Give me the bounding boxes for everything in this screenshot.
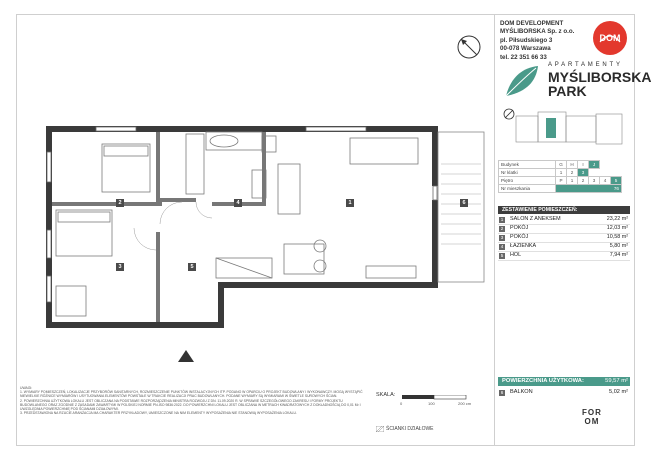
brand-name	[548, 70, 651, 98]
key-plan	[502, 106, 630, 156]
company-name: DOM DEVELOPMENT	[500, 20, 564, 27]
leaf-logo-icon	[502, 62, 542, 98]
balcony-row	[498, 388, 630, 397]
room-area: 7,94 m²	[609, 252, 628, 258]
cell: 2	[578, 177, 589, 185]
balcony-area: 5,02 m²	[609, 389, 628, 395]
cell: 3	[589, 177, 600, 185]
balcony-num: 6	[500, 389, 504, 395]
brand-line1: MYŚLIBORSKA	[548, 69, 651, 85]
windows	[47, 127, 437, 302]
scale-tick: 100	[428, 401, 435, 406]
room-name: ŁAZIENKA	[510, 243, 537, 249]
cell: 2	[567, 169, 578, 177]
rooms-title: ZESTAWIENIE POMIESZCZEŃ:	[498, 206, 630, 214]
notes	[20, 386, 370, 415]
plan-label-4: 4	[234, 199, 242, 207]
walls-hatch-icon	[376, 426, 384, 432]
room-name: POKÓJ	[510, 234, 529, 240]
cell: I	[578, 161, 589, 169]
location-table	[498, 160, 622, 193]
forom-line2: OM	[584, 417, 600, 426]
furniture	[56, 132, 418, 316]
total-value: 59,57 m²	[605, 378, 628, 384]
cell-selected: 3	[578, 169, 589, 177]
company-info	[500, 20, 574, 62]
svg-text:DOM: DOM	[599, 33, 621, 43]
room-area: 10,58 m²	[606, 234, 628, 240]
balcony-name: BALKON	[510, 389, 533, 395]
floor-plan	[16, 14, 494, 386]
scale-tick: 200 cm	[458, 401, 472, 406]
door-swings	[134, 202, 212, 250]
cell-selected: 76	[556, 185, 622, 193]
row-stairwell	[499, 169, 622, 177]
room-name: HOL	[510, 252, 522, 258]
note-item: 2. POWIERZCHNIA UŻYTKOWA LOKALU JEST OBLICZANA NA PODSTAWIE ROZPORZĄDZENIA MINISTRA ROZWOJU Z DN. 11.09.2020 R. W SPRAWIE SZCZEGÓŁOWEGO ZAKRESU I FORMY PROJEKTU BUDOWLANEGO ORAZ ZGODNIE Z ZASADAMI ZAWARTYMI W POLSKIEJ NORMIE PN-ISO 9836:2022. DO POWIERZCHNI LOKALU JEST OBLICZANA W METRACH KWADRATOWYCH Z DOKŁADNOŚCIĄ DO 0,01 M² I UWZGLĘDNIA POWIERZCHNIĘ POD ŚCIANAMI DZIAŁOWYMI.	[20, 398, 361, 412]
cell-selected: 5	[611, 177, 622, 185]
label-floor: Piętro	[499, 177, 556, 185]
room-num: 2	[500, 225, 504, 231]
room-area: 12,03 m²	[606, 225, 628, 231]
room-num: 3	[500, 234, 504, 240]
cell-selected: J	[589, 161, 600, 169]
room-name: SALON Z ANEKSEM	[510, 216, 561, 222]
row-building	[499, 161, 622, 169]
plan-label-1: 1	[346, 199, 354, 207]
plan-label-5: 5	[188, 263, 196, 271]
entrance-arrow-icon	[178, 350, 194, 362]
cell: 1	[567, 177, 578, 185]
scale-label: SKALA:	[376, 392, 396, 398]
room-num: 5	[500, 252, 504, 258]
company-phone: tel. 22 351 66 33	[500, 53, 547, 61]
cell: 4	[600, 177, 611, 185]
plan-label-2: 2	[116, 199, 124, 207]
brand-line2: PARK	[548, 83, 587, 99]
company-city: 00-078 Warszawa	[500, 45, 551, 53]
panel-divider	[494, 14, 495, 446]
walls-legend: ŚCIANKI DZIAŁOWE	[386, 426, 434, 432]
forom-line1: FOR	[582, 408, 602, 417]
plan-label-3: 3	[116, 263, 124, 271]
brand-small: APARTAMENTY	[548, 62, 623, 68]
room-row	[498, 251, 630, 261]
total-label: POWIERZCHNIA UŻYTKOWA:	[502, 378, 584, 384]
cell: G	[556, 161, 567, 169]
total-area	[498, 377, 630, 386]
row-apartment	[499, 185, 622, 193]
forom-logo	[582, 408, 602, 426]
company-street: pl. Piłsudskiego 3	[500, 36, 553, 44]
cell: 1	[556, 169, 567, 177]
balcony	[438, 132, 484, 282]
label-building: Budynek	[499, 161, 556, 169]
room-area: 23,22 m²	[606, 216, 628, 222]
label-stairwell: Nr klatki	[499, 169, 556, 177]
note-item: 3. PRZEDSTAWIONA NA RZUCIE ARANŻACJA MA CHARAKTER PRZYKŁADOWY, UMIESZCZONE NA NIM ELEMENTY WYPOSAŻENIA NIE STANOWIĄ WYPOSAŻENIA LOKALU.	[20, 411, 297, 416]
row-floor	[499, 177, 622, 185]
scale-tick: 0	[400, 401, 403, 406]
room-name: POKÓJ	[510, 225, 529, 231]
north-arrow-icon	[456, 34, 482, 60]
room-area: 5,80 m²	[609, 243, 628, 249]
notes-title: UWAGI:	[20, 386, 33, 390]
label-apartment: Nr mieszkania	[499, 185, 556, 193]
plan-label-6: 6	[460, 199, 468, 207]
cell: P	[556, 177, 567, 185]
scale-bar	[402, 395, 472, 400]
note-item: 1. WYMIARY POMIESZCZEŃ, LOKALIZACJE PRZYBORÓW SANITARNYCH, ROZMIESZCZENIE PUNKTÓW INSTALACYJNYCH ITP. PODANO W OPARCIU O PROJEKT BUDOWLANY I WYKONAWCZY. MOGĄ WYSTĄPIĆ NIEWIELKIE RÓŻNICE WYMIARÓW I USYTUOWANIA ELEMENTÓW POWSTAŁE W TRAKCIE REALIZACJI PRAC BUDOWLANYCH. PODANE WYMIARY SĄ WYMIARAMI W ŚWIETLE SUROWYCH ŚCIAN.	[20, 390, 363, 399]
company-subsidiary: MYŚLIBORSKA Sp. z o.o.	[500, 28, 575, 36]
room-num: 4	[500, 243, 504, 249]
cell: H	[567, 161, 578, 169]
room-num: 1	[500, 216, 504, 222]
dom-logo	[592, 20, 628, 56]
